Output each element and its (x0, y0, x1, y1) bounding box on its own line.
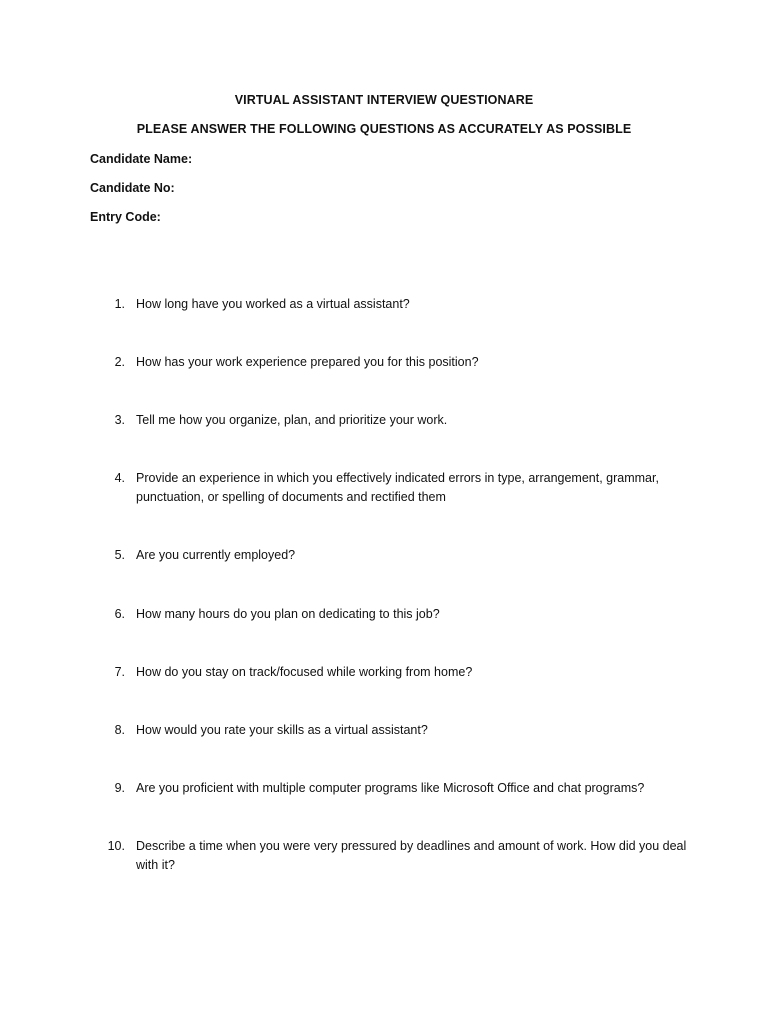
question-text: How do you stay on track/focused while working from home? (136, 665, 473, 679)
question-item-2 (110, 353, 690, 372)
question-item-4 (110, 469, 690, 507)
question-number: 8. (114, 723, 125, 737)
document-title: VIRTUAL ASSISTANT INTERVIEW QUESTIONARE (234, 93, 534, 107)
question-item-9 (110, 779, 690, 798)
question-text: Provide an experience in which you effectively indicated errors in type, arrangement, grammar, punctuation, or spelling of documents and rectified them (136, 471, 659, 504)
question-number: 10. (107, 839, 125, 853)
candidate-name-label: Candidate Name: (90, 152, 193, 166)
entry-code-label: Entry Code: (90, 210, 161, 224)
question-text: Describe a time when you were very pressured by deadlines and amount of work. How did you deal with it? (136, 839, 687, 872)
question-number: 2. (114, 355, 125, 369)
question-text: How would you rate your skills as a virtual assistant? (136, 723, 428, 737)
question-number: 7. (114, 665, 125, 679)
document-subtitle: PLEASE ANSWER THE FOLLOWING QUESTIONS AS ACCURATELY AS POSSIBLE (136, 122, 632, 136)
question-item-3 (110, 411, 690, 430)
candidate-number-label: Candidate No: (90, 181, 175, 195)
question-number: 3. (114, 413, 125, 427)
question-item-5 (110, 546, 690, 565)
question-item-8 (110, 721, 690, 740)
question-text: How has your work experience prepared you for this position? (136, 355, 479, 369)
question-text: Are you proficient with multiple computer programs like Microsoft Office and chat programs? (136, 781, 645, 795)
question-number: 1. (114, 297, 125, 311)
question-number: 9. (114, 781, 125, 795)
question-item-10 (107, 837, 690, 875)
question-number: 5. (114, 548, 125, 562)
question-number: 4. (114, 471, 125, 485)
question-text: How many hours do you plan on dedicating to this job? (136, 607, 440, 621)
question-text: Are you currently employed? (136, 548, 296, 562)
question-item-7 (110, 663, 690, 682)
question-number: 6. (114, 607, 125, 621)
question-item-1 (110, 295, 690, 314)
question-text: How long have you worked as a virtual assistant? (136, 297, 410, 311)
question-item-6 (110, 605, 690, 624)
question-text: Tell me how you organize, plan, and prioritize your work. (136, 413, 448, 427)
